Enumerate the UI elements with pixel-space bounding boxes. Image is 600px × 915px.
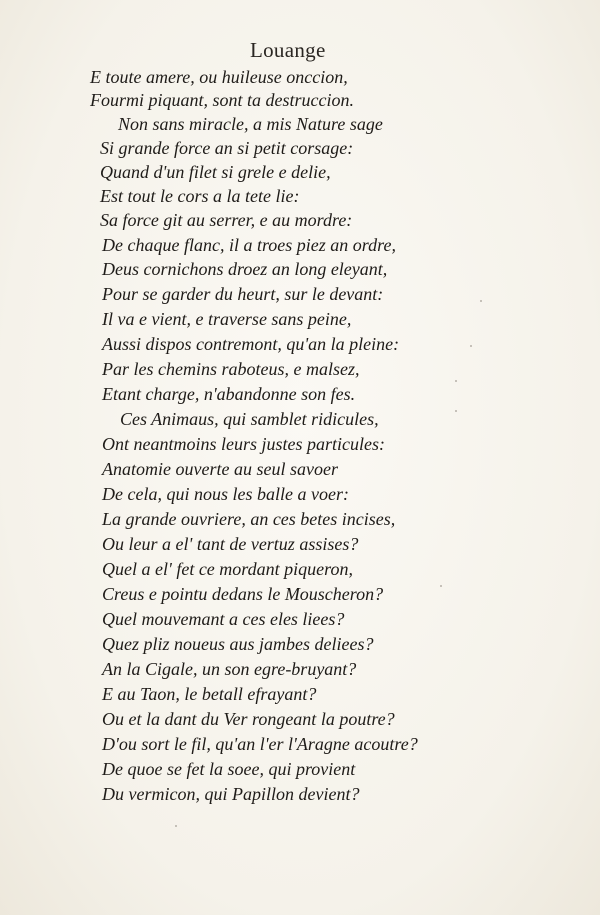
verse-line: D'ou sort le fil, qu'an l'er l'Aragne acoutre? (102, 734, 418, 754)
verse-line: Si grande force an si petit corsage: (100, 138, 354, 158)
verse-line: De chaque flanc, il a troes piez an ordre, (102, 235, 396, 255)
verse-line: E toute amere, ou huileuse onccion, (90, 67, 348, 87)
verse-line: Du vermicon, qui Papillon devient? (102, 784, 360, 804)
verse-line: Quel a el' fet ce mordant piqueron, (102, 559, 353, 579)
verse-line: Quel mouvemant a ces eles liees? (102, 609, 345, 629)
verse-line: Anatomie ouverte au seul savoer (102, 459, 338, 479)
verse-line: La grande ouvriere, an ces betes incises, (102, 509, 396, 529)
verse-line: Etant charge, n'abandonne son fes. (102, 384, 356, 404)
verse-line: De quoe se fet la soee, qui provient (102, 759, 356, 779)
verse-line: Ou et la dant du Ver rongeant la poutre? (102, 709, 395, 729)
verse-line: Est tout le cors a la tete lie: (100, 186, 300, 206)
verse-line: Fourmi piquant, sont ta destruccion. (90, 90, 354, 110)
verse-line: Creus e pointu dedans le Mouscheron? (102, 584, 384, 604)
verse-line: De cela, qui nous les balle a voer: (102, 484, 349, 504)
verse-line: Quez pliz noueus aus jambes deliees? (102, 634, 374, 654)
verse-line: Ont neantmoins leurs justes particules: (102, 434, 385, 454)
verse-line: Sa force git au serrer, e au mordre: (100, 210, 353, 230)
verse-line: Ces Animaus, qui samblet ridicules, (120, 409, 379, 429)
verse-line: Par les chemins raboteus, e malsez, (102, 359, 360, 379)
running-head: Louange (250, 38, 326, 62)
verse-line: Non sans miracle, a mis Nature sage (118, 114, 383, 134)
verse-line: Ou leur a el' tant de vertuz assises? (102, 534, 359, 554)
verse-line: Aussi dispos contremont, qu'an la pleine: (102, 334, 400, 354)
verse-line: Deus cornichons droez an long eleyant, (102, 259, 388, 279)
verse-line: E au Taon, le betall efrayant? (102, 684, 317, 704)
verse-line: Pour se garder du heurt, sur le devant: (102, 284, 384, 304)
verse-line: Quand d'un filet si grele e delie, (100, 162, 331, 182)
verse-line: Il va e vient, e traverse sans peine, (102, 309, 352, 329)
verse-line: An la Cigale, un son egre-bruyant? (102, 659, 357, 679)
